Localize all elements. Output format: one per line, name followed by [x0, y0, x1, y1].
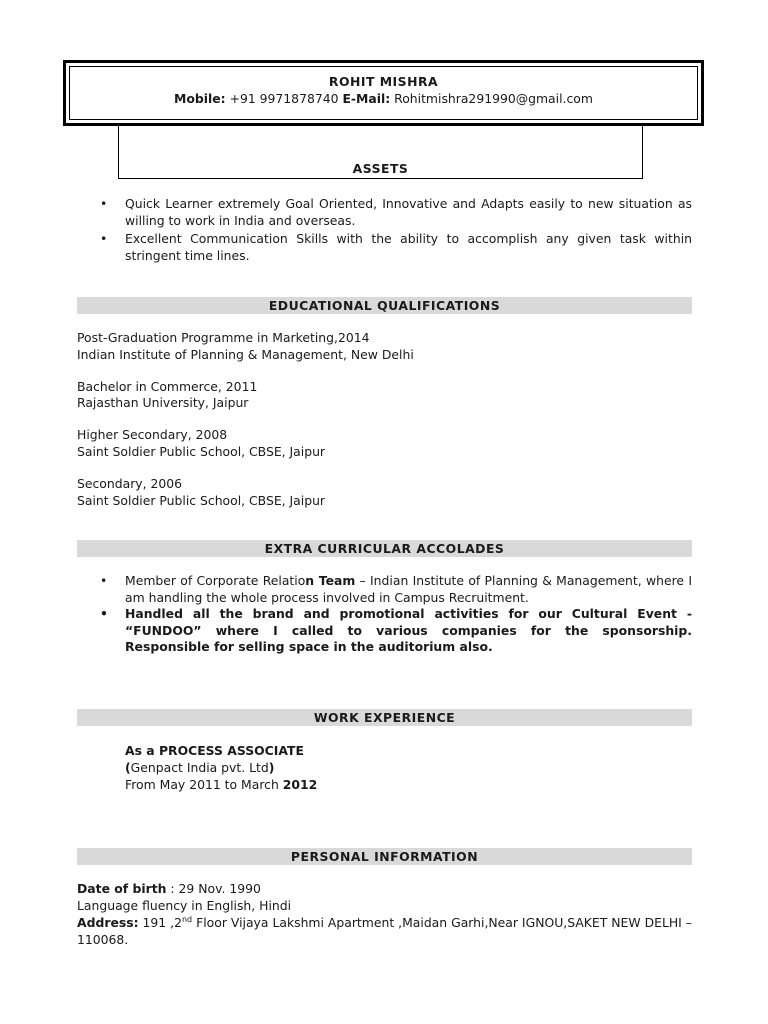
- mobile-label: Mobile:: [174, 91, 226, 106]
- work-role: As a PROCESS ASSOCIATE: [125, 743, 304, 758]
- list-item: • Excellent Communication Skills with the ability to accomplish any given task within stringent time lines.: [100, 231, 692, 263]
- education-degree: Higher Secondary, 2008: [77, 427, 228, 443]
- personal-info-heading: PERSONAL INFORMATION: [77, 848, 692, 865]
- address-part1: 191 ,2: [138, 915, 182, 930]
- dob-line: [77, 880, 692, 897]
- mobile-value: +91 9971878740: [229, 91, 339, 106]
- extra-item-2: Handled all the brand and promotional activities for our Cultural Event - “FUNDOO” where I called to various companies for the sponsorship. Responsible for selling space in the auditorium also.: [125, 606, 692, 655]
- education-degree: Bachelor in Commerce, 2011: [77, 378, 258, 394]
- candidate-name: ROHIT MISHRA: [328, 74, 439, 89]
- education-entry: [77, 330, 692, 364]
- extra-list-container: [77, 573, 692, 656]
- education-entry: [77, 427, 692, 461]
- asset-text: Quick Learner extremely Goal Oriented, Innovative and Adapts easily to new situation as willing to work in India and overseas.: [125, 196, 692, 228]
- education-heading: EDUCATIONAL QUALIFICATIONS: [77, 297, 692, 314]
- education-entry: [77, 476, 692, 510]
- work-company-line: [125, 760, 685, 777]
- education-institution: Indian Institute of Planning & Management, New Delhi: [77, 346, 414, 362]
- extra-item-1-part1: Member of Corporate Relatio: [125, 573, 306, 588]
- open-paren: (: [125, 759, 131, 775]
- work-experience-heading: WORK EXPERIENCE: [77, 709, 692, 726]
- address-line: [77, 914, 692, 948]
- assets-box: [118, 126, 643, 179]
- language-line: Language fluency in English, Hindi: [77, 898, 292, 913]
- email-label: E-Mail:: [342, 91, 391, 106]
- education-institution: Saint Soldier Public School, CBSE, Jaipur: [77, 443, 326, 459]
- education-degree: Secondary, 2006: [77, 475, 183, 491]
- address-label: Address:: [77, 915, 139, 930]
- work-period-line: [125, 777, 685, 794]
- education-list: [77, 330, 692, 524]
- assets-list-container: [77, 196, 692, 264]
- assets-heading: ASSETS: [352, 161, 409, 176]
- close-paren: ): [268, 759, 275, 775]
- personal-info: [77, 880, 692, 948]
- list-item: • Member of Corporate Relation Team – Indian Institute of Planning & Management, where I am handling the whole process involved in Campus Recruitment.: [100, 573, 692, 605]
- email-value: Rohitmishra291990@gmail.com: [394, 91, 593, 106]
- dob-label: Date of birth: [77, 881, 167, 896]
- asset-text: Excellent Communication Skills with the ability to accomplish any given task within stringent time lines.: [125, 231, 692, 263]
- work-period-year: 2012: [282, 776, 318, 792]
- assets-list: [77, 196, 692, 264]
- header-box: [63, 60, 704, 126]
- list-item: • Handled all the brand and promotional activities for our Cultural Event - “FUNDOO” where I called to various companies for the sponsorship. Responsible for selling space in the auditorium also.: [100, 606, 692, 655]
- education-entry: [77, 379, 692, 413]
- education-institution: Saint Soldier Public School, CBSE, Jaipur: [77, 492, 326, 508]
- work-period: From May 2011 to March: [125, 776, 283, 792]
- dob-value: : 29 Nov. 1990: [166, 881, 261, 896]
- education-institution: Rajasthan University, Jaipur: [77, 395, 249, 411]
- list-item: • Quick Learner extremely Goal Oriented, Innovative and Adapts easily to new situation as willing to work in India and overseas.: [100, 196, 692, 228]
- header-inner: [69, 66, 698, 120]
- extra-curricular-heading: EXTRA CURRICULAR ACCOLADES: [77, 540, 692, 557]
- work-company: Genpact India pvt. Ltd: [130, 759, 269, 775]
- address-sup: nd: [181, 914, 193, 924]
- address-part2: Floor Vijaya Lakshmi Apartment ,Maidan Garhi,Near IGNOU,SAKET NEW DELHI –110068.: [77, 915, 692, 947]
- education-degree: Post-Graduation Programme in Marketing,2014: [77, 330, 370, 345]
- extra-item-1-bold: n Team: [305, 573, 356, 588]
- extra-list: [77, 573, 692, 656]
- work-entry: [125, 743, 685, 793]
- extra-item-1-part2: – Indian Institute of Planning & Management, where I am handling the whole process involved in Campus Recruitment.: [125, 573, 692, 605]
